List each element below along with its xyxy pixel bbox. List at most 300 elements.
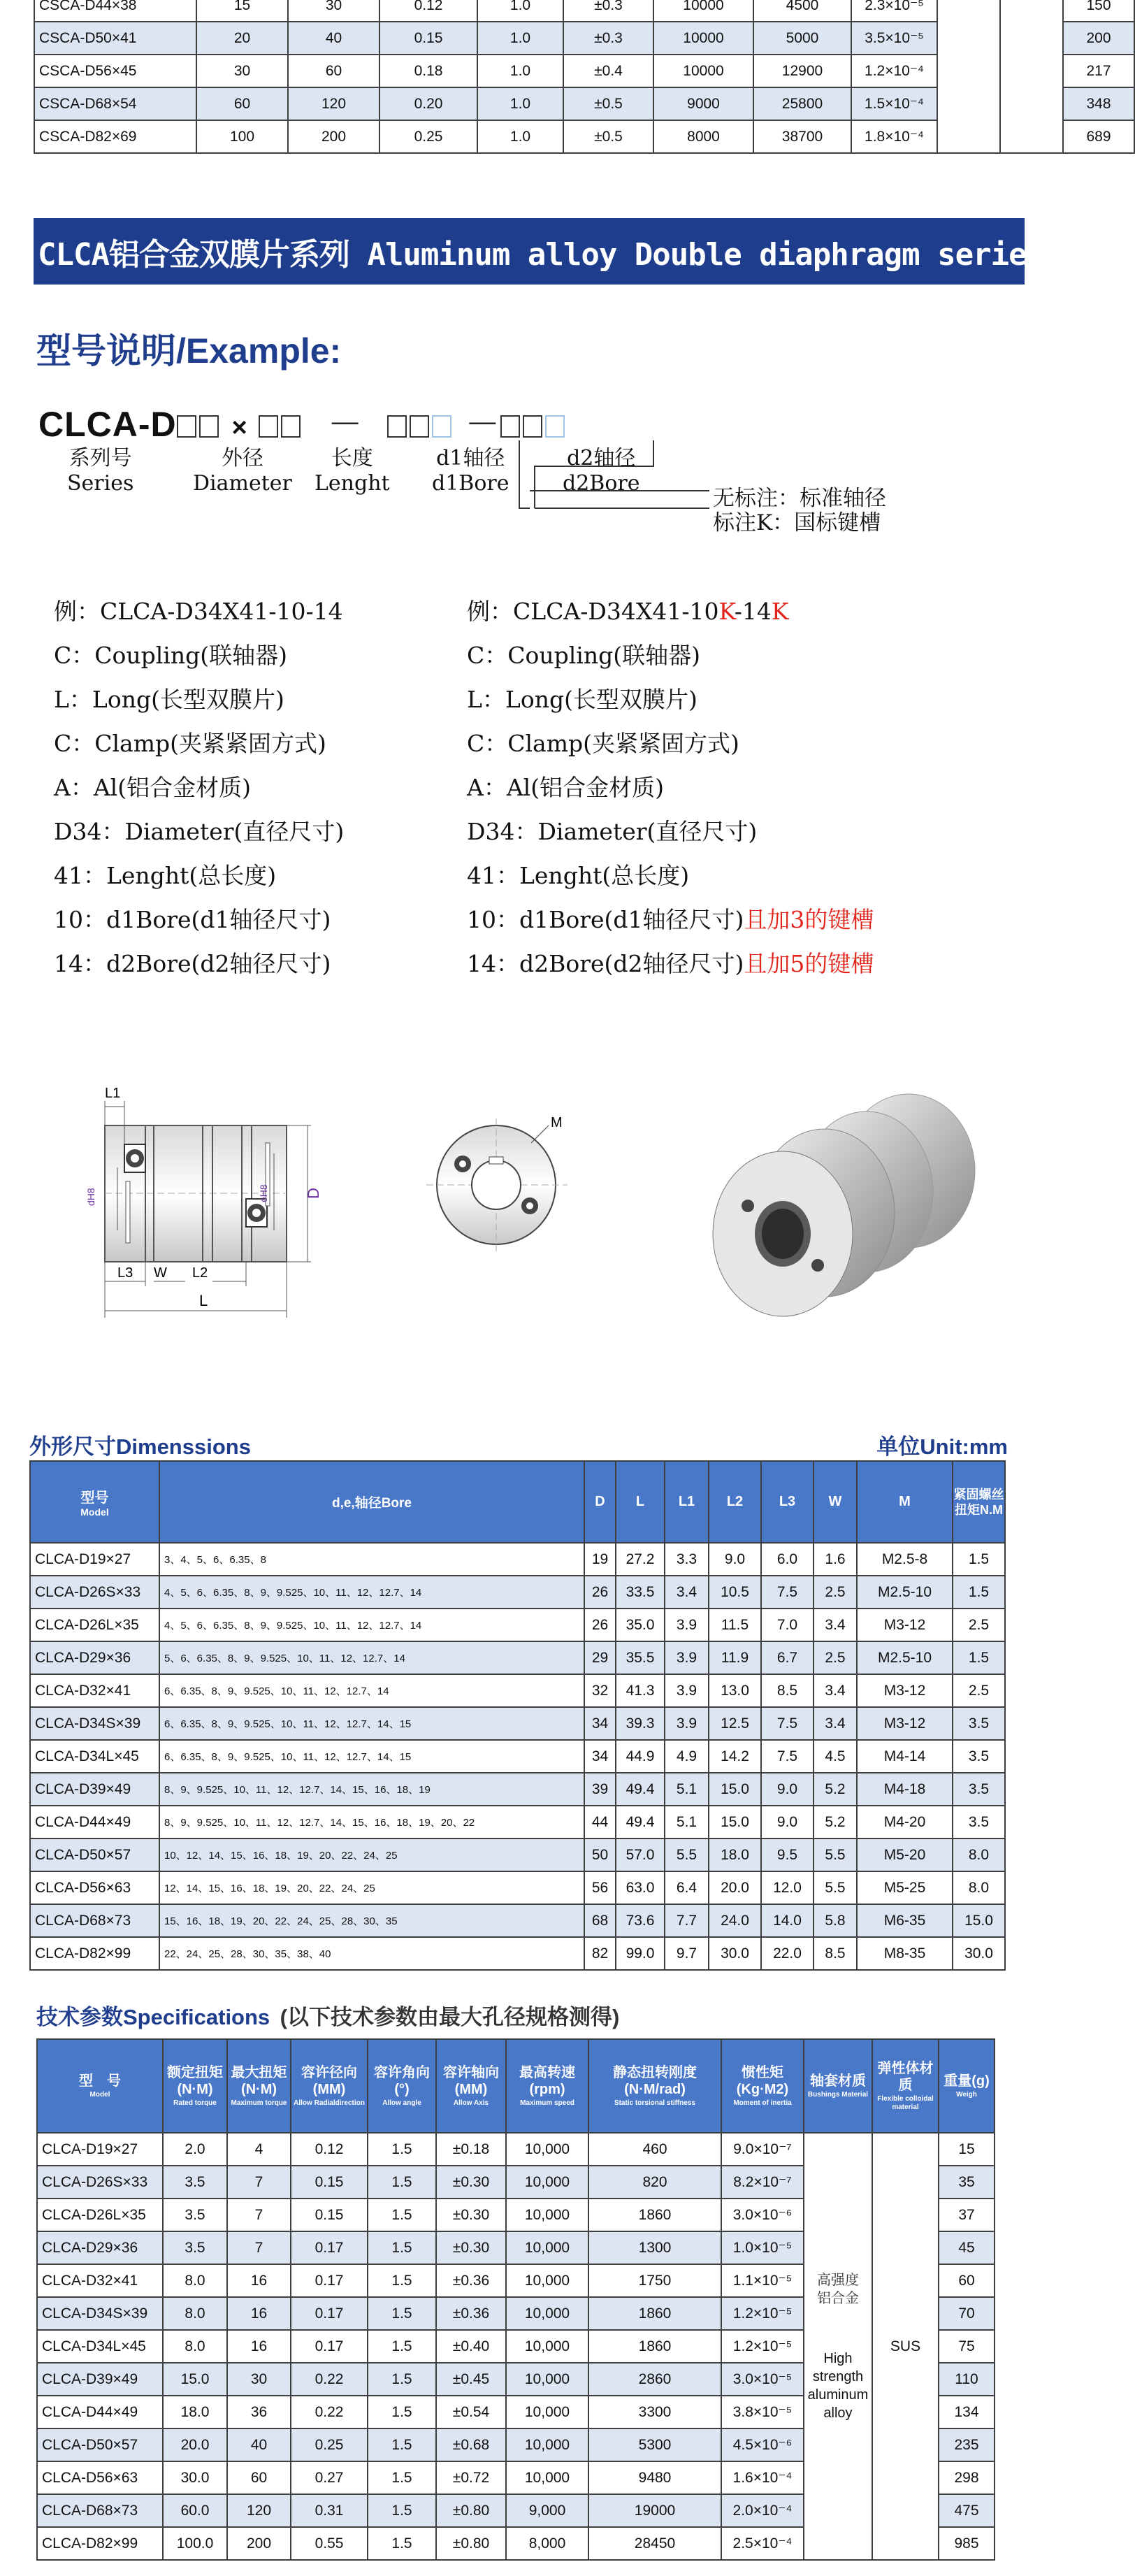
- drawing-label-d: D: [305, 1188, 322, 1199]
- drawing-label-eh8: eH8: [258, 1184, 269, 1202]
- note-bracket: [517, 430, 713, 528]
- dim-header-w: W: [814, 1461, 857, 1543]
- spec-cell-inertia: 8.2×10⁻⁷: [721, 2166, 804, 2199]
- label-length: 长度 Lenght: [315, 446, 390, 496]
- top-cell-c2: 200: [288, 120, 379, 153]
- dim-cell-l2: 18.0: [709, 1839, 761, 1871]
- top-cell-weight: 200: [1063, 22, 1134, 55]
- explain-left-line: D34：Diameter(直径尺寸): [54, 818, 345, 845]
- spec-cell-model: CLCA-D19×27: [37, 2133, 163, 2166]
- spec-cell-angle: 1.5: [368, 2166, 436, 2199]
- dim-cell-l: 73.6: [616, 1904, 665, 1937]
- spec-cell-model: CLCA-D34L×45: [37, 2330, 163, 2363]
- dim-cell-l3: 22.0: [761, 1937, 814, 1970]
- spec-cell-inertia: 1.2×10⁻⁵: [721, 2330, 804, 2363]
- spec-cell-speed: 10,000: [506, 2297, 588, 2330]
- spec-cell-radial: 0.15: [291, 2199, 368, 2231]
- spec-cell-radial: 0.12: [291, 2133, 368, 2166]
- spec-cell-model: CLCA-D50×57: [37, 2429, 163, 2461]
- spec-cell-max: 120: [227, 2494, 291, 2527]
- spec-cell-weight: 60: [939, 2264, 995, 2297]
- spec-cell-radial: 0.17: [291, 2330, 368, 2363]
- top-cell-c7: 4500: [753, 0, 851, 22]
- dim-table-row: [30, 1674, 1005, 1707]
- spec-cell-model: CLCA-D32×41: [37, 2264, 163, 2297]
- drawing-label-m: M: [551, 1115, 563, 1130]
- dim-cell-l1: 5.5: [665, 1839, 709, 1871]
- top-cell-c1: 30: [196, 55, 288, 87]
- spec-cell-stiff: 460: [588, 2133, 721, 2166]
- dim-cell-model: CLCA-D19×27: [30, 1543, 159, 1576]
- explain-right: [467, 600, 874, 996]
- top-cell-c3: 0.25: [379, 120, 477, 153]
- spec-cell-rated: 3.5: [163, 2166, 227, 2199]
- explain-left-line: 10：d1Bore(d1轴径尺寸): [54, 906, 331, 933]
- spec-cell-model: CLCA-D68×73: [37, 2494, 163, 2527]
- explain-left-line: 14：d2Bore(d2轴径尺寸): [54, 950, 331, 977]
- dim-cell-t: 8.0: [953, 1871, 1005, 1904]
- spec-cell-rated: 3.5: [163, 2231, 227, 2264]
- explain-right-line: L：Long(长型双膜片): [467, 686, 697, 713]
- dim-cell-l1: 9.7: [665, 1937, 709, 1970]
- spec-cell-speed: 10,000: [506, 2264, 588, 2297]
- top-cell-c2: 30: [288, 0, 379, 22]
- dim-cell-w: 5.8: [814, 1904, 857, 1937]
- spec-cell-bushing-material: 高强度铝合金 High strength aluminum alloy: [804, 2133, 872, 2560]
- dim-cell-l: 99.0: [616, 1937, 665, 1970]
- explain-right-line: 41：Lenght(总长度): [467, 862, 690, 889]
- explain-left-line: 41：Lenght(总长度): [54, 862, 277, 889]
- spec-cell-speed: 10,000: [506, 2429, 588, 2461]
- dim-cell-l3: 7.5: [761, 1576, 814, 1609]
- spec-cell-weight: 75: [939, 2330, 995, 2363]
- spec-cell-weight: 235: [939, 2429, 995, 2461]
- dim-cell-w: 3.4: [814, 1609, 857, 1641]
- dim-cell-bore: 15、16、18、19、20、22、24、25、28、30、35: [159, 1904, 584, 1937]
- dim-cell-l: 39.3: [616, 1707, 665, 1740]
- spec-cell-inertia: 3.0×10⁻⁵: [721, 2363, 804, 2396]
- spec-cell-inertia: 2.0×10⁻⁴: [721, 2494, 804, 2527]
- dim-table-row: [30, 1839, 1005, 1871]
- dim-cell-d: 32: [584, 1674, 616, 1707]
- spec-cell-radial: 0.55: [291, 2527, 368, 2560]
- dim-cell-w: 5.2: [814, 1806, 857, 1839]
- dim-cell-m: M8-35: [857, 1937, 953, 1970]
- dim-cell-model: CLCA-D44×49: [30, 1806, 159, 1839]
- dim-cell-bore: 10、12、14、15、16、18、19、20、22、24、25: [159, 1839, 584, 1871]
- top-cell-c7: 5000: [753, 22, 851, 55]
- dim-cell-w: 2.5: [814, 1576, 857, 1609]
- spec-cell-weight: 475: [939, 2494, 995, 2527]
- spec-cell-rated: 8.0: [163, 2330, 227, 2363]
- top-cell-c3: 0.12: [379, 0, 477, 22]
- spec-cell-axial: ±0.36: [436, 2264, 506, 2297]
- dim-cell-m: M4-20: [857, 1806, 953, 1839]
- dim-cell-m: M2.5-10: [857, 1576, 953, 1609]
- explain-d2-key: 14：d2Bore(d2轴径尺寸)且加5的键槽: [467, 950, 874, 977]
- specs-title-main: 技术参数Specifications: [36, 2005, 270, 2029]
- spec-cell-stiff: 2860: [588, 2363, 721, 2396]
- spec-cell-angle: 1.5: [368, 2231, 436, 2264]
- spec-cell-speed: 10,000: [506, 2461, 588, 2494]
- dim-cell-model: CLCA-D32×41: [30, 1674, 159, 1707]
- spec-cell-stiff: 1860: [588, 2297, 721, 2330]
- dim-cell-l1: 3.9: [665, 1641, 709, 1674]
- spec-cell-elastic-material: SUS: [872, 2133, 939, 2560]
- spec-cell-max: 16: [227, 2264, 291, 2297]
- dim-cell-model: CLCA-D29×36: [30, 1641, 159, 1674]
- dim-cell-t: 2.5: [953, 1674, 1005, 1707]
- note-standard: 无标注：标准轴径: [713, 486, 886, 511]
- spec-cell-axial: ±0.30: [436, 2199, 506, 2231]
- dim-cell-t: 8.0: [953, 1839, 1005, 1871]
- spec-cell-stiff: 5300: [588, 2429, 721, 2461]
- label-d1: d1轴径 d1Bore: [432, 446, 509, 496]
- dim-cell-t: 1.5: [953, 1641, 1005, 1674]
- label-diameter: 外径 Diameter: [193, 446, 292, 496]
- spec-cell-axial: ±0.40: [436, 2330, 506, 2363]
- spec-cell-speed: 10,000: [506, 2396, 588, 2429]
- product-photo: [699, 1087, 992, 1328]
- dim-cell-l1: 3.9: [665, 1609, 709, 1641]
- example-heading: 型号说明/Example:: [36, 331, 342, 370]
- code-dash-1: －: [327, 405, 363, 444]
- dim-cell-m: M2.5-8: [857, 1543, 953, 1576]
- dim-cell-l2: 20.0: [709, 1871, 761, 1904]
- explain-left-line: C：Coupling(联轴器): [54, 642, 287, 669]
- dim-cell-t: 3.5: [953, 1773, 1005, 1806]
- spec-cell-angle: 1.5: [368, 2199, 436, 2231]
- dim-cell-bore: 4、5、6、6.35、8、9、9.525、10、11、12、12.7、14: [159, 1609, 584, 1641]
- spec-cell-axial: ±0.68: [436, 2429, 506, 2461]
- dim-cell-d: 26: [584, 1609, 616, 1641]
- dim-cell-l1: 6.4: [665, 1871, 709, 1904]
- drawing-label-l1: L1: [105, 1086, 121, 1101]
- dim-cell-t: 3.5: [953, 1806, 1005, 1839]
- top-cell-c3: 0.20: [379, 87, 477, 120]
- top-cell-material: [937, 0, 1000, 153]
- spec-cell-speed: 10,000: [506, 2199, 588, 2231]
- dim-cell-l3: 12.0: [761, 1871, 814, 1904]
- spec-cell-model: CLCA-D34S×39: [37, 2297, 163, 2330]
- dim-cell-model: CLCA-D39×49: [30, 1773, 159, 1806]
- top-cell-c6: 8000: [653, 120, 753, 153]
- dim-cell-d: 50: [584, 1839, 616, 1871]
- specs-title-note: (以下技术参数由最大孔径规格测得): [280, 2005, 620, 2029]
- spec-header-angle: 容许角向(°) Allow angle: [368, 2039, 436, 2133]
- dimensions-title: 外形尺寸Dimenssions: [29, 1434, 251, 1459]
- dim-cell-l1: 7.7: [665, 1904, 709, 1937]
- spec-cell-stiff: 9480: [588, 2461, 721, 2494]
- spec-cell-speed: 10,000: [506, 2330, 588, 2363]
- top-cell-material-2: [1000, 0, 1063, 153]
- dim-header-l1: L1: [665, 1461, 709, 1543]
- dim-cell-l: 35.5: [616, 1641, 665, 1674]
- dim-cell-t: 1.5: [953, 1576, 1005, 1609]
- dim-cell-m: M4-18: [857, 1773, 953, 1806]
- dim-cell-l3: 8.5: [761, 1674, 814, 1707]
- dim-cell-bore: 6、6.35、8、9、9.525、10、11、12、12.7、14、15: [159, 1707, 584, 1740]
- dim-cell-l2: 24.0: [709, 1904, 761, 1937]
- dim-cell-l3: 14.0: [761, 1904, 814, 1937]
- dim-cell-l2: 14.2: [709, 1740, 761, 1773]
- dim-cell-l3: 7.5: [761, 1740, 814, 1773]
- top-cell-c6: 10000: [653, 22, 753, 55]
- top-cell-c8: 1.8×10⁻⁴: [851, 120, 937, 153]
- spec-cell-speed: 10,000: [506, 2133, 588, 2166]
- spec-cell-max: 16: [227, 2297, 291, 2330]
- spec-cell-max: 7: [227, 2231, 291, 2264]
- spec-cell-inertia: 3.0×10⁻⁶: [721, 2199, 804, 2231]
- dim-cell-l: 41.3: [616, 1674, 665, 1707]
- spec-cell-weight: 110: [939, 2363, 995, 2396]
- dim-cell-l: 27.2: [616, 1543, 665, 1576]
- spec-cell-speed: 10,000: [506, 2166, 588, 2199]
- example-code-k: 例：CLCA-D34X41-10K-14K: [467, 598, 789, 625]
- top-cell-weight: 217: [1063, 55, 1134, 87]
- dim-cell-d: 19: [584, 1543, 616, 1576]
- spec-cell-max: 7: [227, 2199, 291, 2231]
- spec-cell-axial: ±0.54: [436, 2396, 506, 2429]
- dim-cell-d: 68: [584, 1904, 616, 1937]
- dim-cell-d: 26: [584, 1576, 616, 1609]
- dim-cell-model: CLCA-D68×73: [30, 1904, 159, 1937]
- top-cell-c8: 1.2×10⁻⁴: [851, 55, 937, 87]
- top-cell-c5: ±0.5: [563, 120, 653, 153]
- dim-header-torque: 紧固螺丝扭矩N.M: [953, 1461, 1005, 1543]
- dim-cell-l: 44.9: [616, 1740, 665, 1773]
- dim-cell-w: 2.5: [814, 1641, 857, 1674]
- spec-cell-weight: 134: [939, 2396, 995, 2429]
- code-dash-2: －: [465, 405, 501, 444]
- dim-cell-l1: 3.4: [665, 1576, 709, 1609]
- spec-cell-speed: 10,000: [506, 2363, 588, 2396]
- top-cell-c5: ±0.5: [563, 87, 653, 120]
- dim-cell-model: CLCA-D56×63: [30, 1871, 159, 1904]
- dim-cell-bore: 5、6、6.35、8、9、9.525、10、11、12、12.7、14: [159, 1641, 584, 1674]
- spec-header-elastic: 弹性体材质 Flexible colloidal material: [872, 2039, 939, 2133]
- dim-table-row: [30, 1707, 1005, 1740]
- spec-cell-weight: 985: [939, 2527, 995, 2560]
- spec-header-model: 型 号 Model: [37, 2039, 163, 2133]
- spec-table-row: [37, 2133, 995, 2166]
- spec-header-speed: 最高转速(rpm) Maximum speed: [506, 2039, 588, 2133]
- dim-table-row: [30, 1576, 1005, 1609]
- explain-right-line: D34：Diameter(直径尺寸): [467, 818, 758, 845]
- spec-cell-max: 16: [227, 2330, 291, 2363]
- dim-cell-l1: 4.9: [665, 1740, 709, 1773]
- dim-cell-bore: 3、4、5、6、6.35、8: [159, 1543, 584, 1576]
- spec-cell-angle: 1.5: [368, 2330, 436, 2363]
- top-cell-c7: 25800: [753, 87, 851, 120]
- dim-cell-t: 2.5: [953, 1609, 1005, 1641]
- spec-cell-inertia: 4.5×10⁻⁶: [721, 2429, 804, 2461]
- drawing-label-l3: L3: [117, 1265, 133, 1281]
- dim-cell-l: 63.0: [616, 1871, 665, 1904]
- dim-cell-l2: 15.0: [709, 1773, 761, 1806]
- top-cell-model: CSCA-D50×41: [34, 22, 196, 55]
- spec-cell-angle: 1.5: [368, 2461, 436, 2494]
- dim-cell-l1: 3.9: [665, 1707, 709, 1740]
- dim-table-row: [30, 1543, 1005, 1576]
- dim-cell-l3: 7.0: [761, 1609, 814, 1641]
- top-cell-c5: ±0.3: [563, 22, 653, 55]
- dim-header-l: L: [616, 1461, 665, 1543]
- dim-cell-l3: 9.0: [761, 1773, 814, 1806]
- dim-cell-l3: 7.5: [761, 1707, 814, 1740]
- dim-cell-l3: 6.7: [761, 1641, 814, 1674]
- dim-table-row: [30, 1609, 1005, 1641]
- dim-table-row: [30, 1871, 1005, 1904]
- dim-table-row: [30, 1937, 1005, 1970]
- top-cell-c8: 3.5×10⁻⁵: [851, 22, 937, 55]
- dim-cell-l2: 13.0: [709, 1674, 761, 1707]
- spec-header-inertia: 惯性矩(Kg·M2) Moment of inertia: [721, 2039, 804, 2133]
- drawing-label-w: W: [154, 1265, 167, 1281]
- spec-cell-max: 36: [227, 2396, 291, 2429]
- spec-cell-angle: 1.5: [368, 2133, 436, 2166]
- spec-cell-axial: ±0.72: [436, 2461, 506, 2494]
- dim-header-l3: L3: [761, 1461, 814, 1543]
- spec-cell-inertia: 1.1×10⁻⁵: [721, 2264, 804, 2297]
- dim-cell-d: 82: [584, 1937, 616, 1970]
- spec-cell-model: CLCA-D82×99: [37, 2527, 163, 2560]
- dim-header-m: M: [857, 1461, 953, 1543]
- dim-cell-m: M3-12: [857, 1674, 953, 1707]
- dim-cell-t: 3.5: [953, 1707, 1005, 1740]
- dim-cell-w: 4.5: [814, 1740, 857, 1773]
- top-cell-model: CSCA-D82×69: [34, 120, 196, 153]
- dim-cell-l2: 9.0: [709, 1543, 761, 1576]
- dim-cell-l2: 30.0: [709, 1937, 761, 1970]
- drawing-label-l: L: [199, 1292, 208, 1309]
- top-cell-c1: 20: [196, 22, 288, 55]
- spec-cell-radial: 0.25: [291, 2429, 368, 2461]
- spec-cell-rated: 8.0: [163, 2264, 227, 2297]
- top-cell-c8: 2.3×10⁻⁵: [851, 0, 937, 22]
- spec-cell-axial: ±0.80: [436, 2494, 506, 2527]
- spec-cell-rated: 20.0: [163, 2429, 227, 2461]
- top-cell-c1: 60: [196, 87, 288, 120]
- dim-cell-model: CLCA-D34S×39: [30, 1707, 159, 1740]
- spec-cell-radial: 0.15: [291, 2166, 368, 2199]
- explain-right-line: A：Al(铝合金材质): [467, 774, 664, 801]
- spec-header-weight: 重量(g) Weigh: [939, 2039, 995, 2133]
- top-cell-c7: 38700: [753, 120, 851, 153]
- top-cell-c6: 10000: [653, 55, 753, 87]
- drawing-label-dh8: dH8: [85, 1188, 96, 1206]
- dim-cell-bore: 8、9、9.525、10、11、12、12.7、14、15、16、18、19: [159, 1773, 584, 1806]
- specs-title: [36, 1999, 619, 2031]
- top-cell-c6: 9000: [653, 87, 753, 120]
- dim-header-bore: d,e,轴径Bore: [159, 1461, 584, 1543]
- top-cell-c4: 1.0: [477, 120, 563, 153]
- spec-cell-model: CLCA-D39×49: [37, 2363, 163, 2396]
- dim-cell-l: 35.0: [616, 1609, 665, 1641]
- dim-cell-t: 1.5: [953, 1543, 1005, 1576]
- spec-cell-max: 40: [227, 2429, 291, 2461]
- dim-cell-m: M3-12: [857, 1707, 953, 1740]
- dimensions-table: [29, 1460, 1006, 1971]
- spec-header-max: 最大扭矩(N·M) Maximum torque: [227, 2039, 291, 2133]
- spec-cell-radial: 0.22: [291, 2396, 368, 2429]
- spec-cell-angle: 1.5: [368, 2363, 436, 2396]
- spec-cell-max: 7: [227, 2166, 291, 2199]
- spec-cell-rated: 100.0: [163, 2527, 227, 2560]
- dim-cell-d: 56: [584, 1871, 616, 1904]
- dim-cell-bore: 22、24、25、28、30、35、38、40: [159, 1937, 584, 1970]
- top-cell-model: CSCA-D44×38: [34, 0, 196, 22]
- spec-cell-rated: 15.0: [163, 2363, 227, 2396]
- spec-cell-weight: 15: [939, 2133, 995, 2166]
- dim-cell-model: CLCA-D26S×33: [30, 1576, 159, 1609]
- spec-cell-stiff: 1860: [588, 2330, 721, 2363]
- spec-cell-radial: 0.17: [291, 2297, 368, 2330]
- spec-cell-stiff: 1860: [588, 2199, 721, 2231]
- spec-cell-stiff: 28450: [588, 2527, 721, 2560]
- dim-cell-l1: 5.1: [665, 1773, 709, 1806]
- dim-cell-t: 15.0: [953, 1904, 1005, 1937]
- dim-cell-w: 5.5: [814, 1871, 857, 1904]
- dim-cell-l3: 9.5: [761, 1839, 814, 1871]
- spec-cell-rated: 18.0: [163, 2396, 227, 2429]
- label-d2: d2轴径 d2Bore: [563, 446, 640, 496]
- dim-cell-bore: 8、9、9.525、10、11、12、12.7、14、15、16、18、19、20、22: [159, 1806, 584, 1839]
- explain-left-line: L：Long(长型双膜片): [54, 686, 284, 713]
- dim-cell-w: 3.4: [814, 1674, 857, 1707]
- spec-header-stiff: 静态扭转刚度(N·M/rad) Static torsional stiffness: [588, 2039, 721, 2133]
- spec-cell-rated: 8.0: [163, 2297, 227, 2330]
- explain-d1-key: 10：d1Bore(d1轴径尺寸)且加3的键槽: [467, 906, 874, 933]
- note-k: 标注K：国标键槽: [713, 510, 881, 535]
- specs-table: [36, 2038, 995, 2561]
- model-code: [38, 396, 568, 447]
- side-view-drawing: [84, 1073, 321, 1335]
- dim-cell-m: M3-12: [857, 1609, 953, 1641]
- spec-cell-inertia: 2.5×10⁻⁴: [721, 2527, 804, 2560]
- spec-cell-axial: ±0.45: [436, 2363, 506, 2396]
- dim-cell-m: M5-20: [857, 1839, 953, 1871]
- spec-header-radial: 容许径向(MM) Allow Radialdirection: [291, 2039, 368, 2133]
- dim-cell-t: 30.0: [953, 1937, 1005, 1970]
- top-cell-c5: ±0.3: [563, 0, 653, 22]
- dim-table-row: [30, 1806, 1005, 1839]
- spec-header-rated: 额定扭矩(N·M) Rated torque: [163, 2039, 227, 2133]
- spec-cell-weight: 45: [939, 2231, 995, 2264]
- spec-cell-inertia: 1.2×10⁻⁵: [721, 2297, 804, 2330]
- spec-cell-model: CLCA-D29×36: [37, 2231, 163, 2264]
- spec-cell-rated: 60.0: [163, 2494, 227, 2527]
- spec-cell-inertia: 3.8×10⁻⁵: [721, 2396, 804, 2429]
- spec-cell-model: CLCA-D26L×35: [37, 2199, 163, 2231]
- spec-cell-stiff: 820: [588, 2166, 721, 2199]
- dim-cell-m: M5-25: [857, 1871, 953, 1904]
- spec-cell-speed: 8,000: [506, 2527, 588, 2560]
- top-cell-c4: 1.0: [477, 55, 563, 87]
- top-cell-c7: 12900: [753, 55, 851, 87]
- top-cell-c8: 1.5×10⁻⁴: [851, 87, 937, 120]
- spec-cell-weight: 298: [939, 2461, 995, 2494]
- dim-cell-model: CLCA-D26L×35: [30, 1609, 159, 1641]
- dim-cell-model: CLCA-D34L×45: [30, 1740, 159, 1773]
- dim-cell-l1: 3.9: [665, 1674, 709, 1707]
- top-cell-weight: 689: [1063, 120, 1134, 153]
- dim-cell-l2: 10.5: [709, 1576, 761, 1609]
- top-cell-weight: 348: [1063, 87, 1134, 120]
- spec-cell-max: 30: [227, 2363, 291, 2396]
- spec-cell-speed: 9,000: [506, 2494, 588, 2527]
- dim-table-row: [30, 1740, 1005, 1773]
